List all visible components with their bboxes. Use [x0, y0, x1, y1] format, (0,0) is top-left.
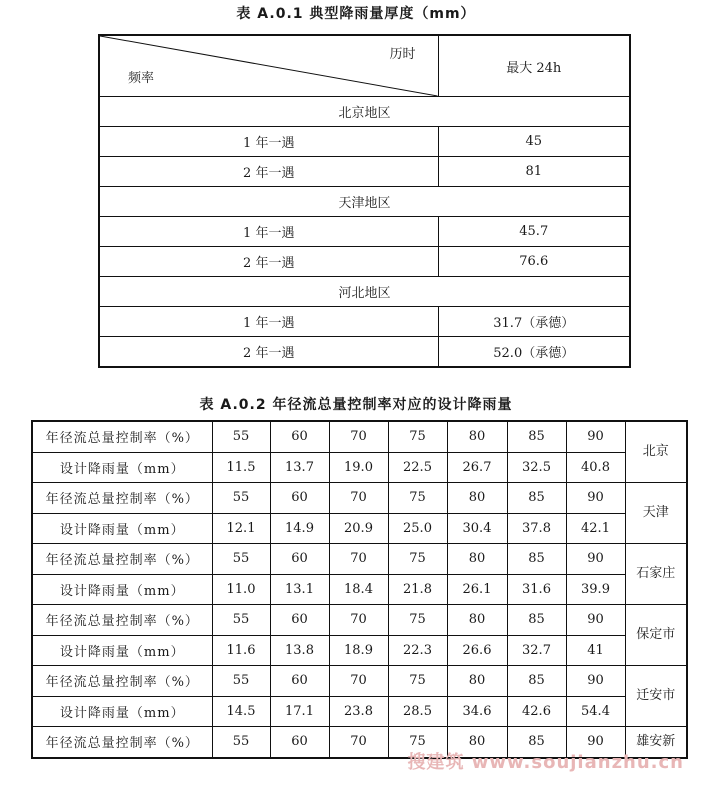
value-cell: 17.1 — [270, 696, 329, 727]
value-cell: 60 — [270, 421, 329, 452]
city-name: 迁安市 — [625, 666, 687, 727]
value-cell: 14.9 — [270, 513, 329, 544]
row-label: 年径流总量控制率（%） — [32, 666, 212, 697]
row-label: 设计降雨量（mm） — [32, 696, 212, 727]
value-cell: 85 — [507, 666, 566, 697]
region-name: 天津地区 — [99, 187, 630, 217]
duration-header-label: 历时 — [389, 47, 416, 62]
value-cell: 39.9 — [566, 574, 625, 605]
value-cell: 11.0 — [212, 574, 270, 605]
value-cell: 13.8 — [270, 635, 329, 666]
rainfall-value-cell: 52.0（承德） — [438, 337, 630, 368]
value-cell: 90 — [566, 544, 625, 575]
frequency-cell: 2 年一遇 — [99, 247, 438, 277]
frequency-header-label: 频率 — [128, 71, 155, 86]
value-cell: 18.9 — [329, 635, 388, 666]
value-cell: 42.6 — [507, 696, 566, 727]
value-cell: 30.4 — [447, 513, 507, 544]
table-row — [32, 452, 687, 483]
value-cell: 42.1 — [566, 513, 625, 544]
value-cell: 90 — [566, 605, 625, 636]
design-rainfall-table — [31, 420, 688, 759]
value-cell: 32.7 — [507, 635, 566, 666]
rainfall-value-cell: 81 — [438, 157, 630, 187]
value-cell: 40.8 — [566, 452, 625, 483]
value-cell: 37.8 — [507, 513, 566, 544]
value-cell: 90 — [566, 421, 625, 452]
diagonal-header-cell — [99, 35, 438, 97]
value-cell: 85 — [507, 605, 566, 636]
city-name: 保定市 — [625, 605, 687, 666]
value-cell: 70 — [329, 727, 388, 758]
table-row — [32, 421, 687, 452]
table-row — [32, 483, 687, 514]
table-row — [99, 337, 630, 368]
value-cell: 11.5 — [212, 452, 270, 483]
value-cell: 80 — [447, 544, 507, 575]
value-cell: 70 — [329, 483, 388, 514]
table-row — [32, 513, 687, 544]
value-cell: 85 — [507, 727, 566, 758]
table1-header-row — [99, 35, 630, 97]
row-label: 年径流总量控制率（%） — [32, 421, 212, 452]
value-cell: 75 — [388, 727, 447, 758]
value-cell: 75 — [388, 483, 447, 514]
frequency-cell: 1 年一遇 — [99, 217, 438, 247]
value-cell: 31.6 — [507, 574, 566, 605]
table-row — [99, 217, 630, 247]
value-cell: 75 — [388, 544, 447, 575]
city-name: 石家庄 — [625, 544, 687, 605]
value-cell: 90 — [566, 727, 625, 758]
table-row — [32, 666, 687, 697]
value-cell: 26.7 — [447, 452, 507, 483]
value-cell: 70 — [329, 544, 388, 575]
row-label: 年径流总量控制率（%） — [32, 544, 212, 575]
row-label: 年径流总量控制率（%） — [32, 727, 212, 758]
table-row — [99, 307, 630, 337]
row-label: 设计降雨量（mm） — [32, 513, 212, 544]
frequency-cell: 1 年一遇 — [99, 307, 438, 337]
value-cell: 75 — [388, 666, 447, 697]
value-cell: 54.4 — [566, 696, 625, 727]
table1-title: 表 A.0.1 典型降雨量厚度（mm） — [236, 6, 476, 22]
value-cell: 41 — [566, 635, 625, 666]
value-cell: 80 — [447, 605, 507, 636]
row-label: 设计降雨量（mm） — [32, 574, 212, 605]
region-section-row — [99, 97, 630, 127]
value-cell: 90 — [566, 483, 625, 514]
value-cell: 22.3 — [388, 635, 447, 666]
row-label: 年径流总量控制率（%） — [32, 483, 212, 514]
value-cell: 28.5 — [388, 696, 447, 727]
value-cell: 85 — [507, 544, 566, 575]
value-cell: 80 — [447, 483, 507, 514]
table-row — [32, 574, 687, 605]
table-row — [32, 605, 687, 636]
value-cell: 80 — [447, 421, 507, 452]
table-row — [32, 544, 687, 575]
value-cell: 55 — [212, 666, 270, 697]
table-row — [32, 635, 687, 666]
value-cell: 85 — [507, 483, 566, 514]
diagonal-divider-line — [100, 36, 438, 96]
value-cell: 60 — [270, 605, 329, 636]
value-cell: 18.4 — [329, 574, 388, 605]
row-label: 年径流总量控制率（%） — [32, 605, 212, 636]
frequency-cell: 2 年一遇 — [99, 337, 438, 368]
region-name: 北京地区 — [99, 97, 630, 127]
city-name: 北京 — [625, 421, 687, 483]
value-cell: 60 — [270, 544, 329, 575]
table-row — [99, 157, 630, 187]
value-cell: 13.7 — [270, 452, 329, 483]
rainfall-value-cell: 31.7（承德） — [438, 307, 630, 337]
rainfall-value-cell: 45 — [438, 127, 630, 157]
value-cell: 75 — [388, 605, 447, 636]
value-cell: 22.5 — [388, 452, 447, 483]
value-cell: 21.8 — [388, 574, 447, 605]
frequency-cell: 1 年一遇 — [99, 127, 438, 157]
value-cell: 80 — [447, 727, 507, 758]
max-24h-header: 最大 24h — [438, 35, 630, 97]
value-cell: 11.6 — [212, 635, 270, 666]
table-row — [99, 247, 630, 277]
value-cell: 32.5 — [507, 452, 566, 483]
value-cell: 70 — [329, 421, 388, 452]
value-cell: 26.6 — [447, 635, 507, 666]
row-label: 设计降雨量（mm） — [32, 635, 212, 666]
frequency-cell: 2 年一遇 — [99, 157, 438, 187]
value-cell: 34.6 — [447, 696, 507, 727]
table2-title: 表 A.0.2 年径流总量控制率对应的设计降雨量 — [199, 397, 513, 413]
value-cell: 23.8 — [329, 696, 388, 727]
value-cell: 13.1 — [270, 574, 329, 605]
value-cell: 55 — [212, 605, 270, 636]
region-section-row — [99, 277, 630, 307]
value-cell: 26.1 — [447, 574, 507, 605]
row-label: 设计降雨量（mm） — [32, 452, 212, 483]
value-cell: 75 — [388, 421, 447, 452]
value-cell: 55 — [212, 727, 270, 758]
table-row — [32, 696, 687, 727]
value-cell: 55 — [212, 421, 270, 452]
value-cell: 25.0 — [388, 513, 447, 544]
value-cell: 14.5 — [212, 696, 270, 727]
city-name: 雄安新 — [625, 727, 687, 758]
value-cell: 60 — [270, 666, 329, 697]
region-section-row — [99, 187, 630, 217]
value-cell: 55 — [212, 483, 270, 514]
value-cell: 12.1 — [212, 513, 270, 544]
value-cell: 55 — [212, 544, 270, 575]
value-cell: 70 — [329, 666, 388, 697]
region-name: 河北地区 — [99, 277, 630, 307]
value-cell: 70 — [329, 605, 388, 636]
typical-rainfall-table — [98, 34, 631, 368]
table-row — [99, 127, 630, 157]
rainfall-value-cell: 45.7 — [438, 217, 630, 247]
value-cell: 90 — [566, 666, 625, 697]
city-name: 天津 — [625, 483, 687, 544]
value-cell: 60 — [270, 483, 329, 514]
value-cell: 85 — [507, 421, 566, 452]
value-cell: 80 — [447, 666, 507, 697]
site-watermark: 搜建筑 www.soujianzhu.cn — [407, 752, 684, 773]
value-cell: 19.0 — [329, 452, 388, 483]
value-cell: 20.9 — [329, 513, 388, 544]
rainfall-value-cell: 76.6 — [438, 247, 630, 277]
value-cell: 60 — [270, 727, 329, 758]
